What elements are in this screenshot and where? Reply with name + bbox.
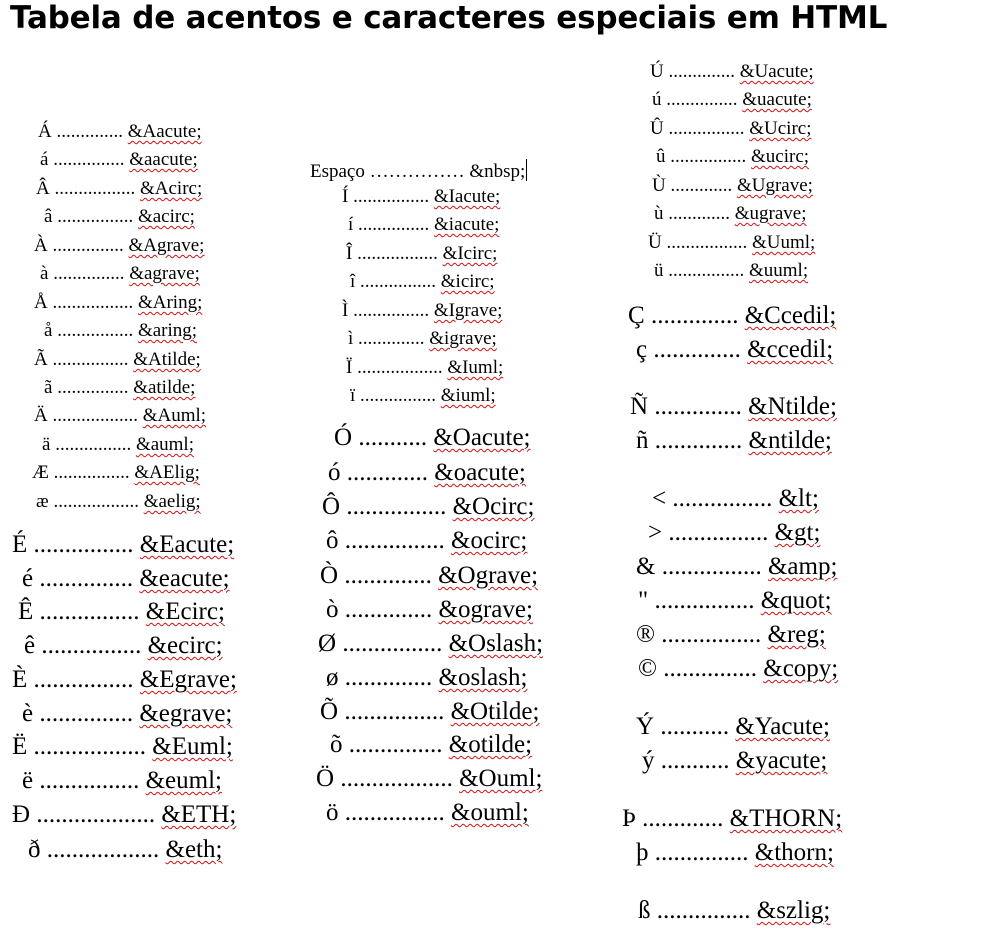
- entity-char: Ó: [334, 424, 353, 451]
- entity-code: &Ocirc;: [452, 493, 535, 520]
- entity-row: [636, 839, 834, 867]
- entity-char: Ô: [322, 493, 341, 520]
- entity-char: Ý: [636, 713, 655, 740]
- entity-leader: ..................: [53, 491, 139, 512]
- entity-row: [40, 150, 198, 171]
- entity-char: Î: [346, 243, 353, 264]
- entity-row: [652, 176, 813, 197]
- entity-leader: ................: [346, 493, 447, 520]
- entity-code: &Auml;: [142, 405, 207, 426]
- entity-row: [342, 187, 500, 208]
- entity-leader: ..............: [650, 302, 739, 329]
- entity-leader: ...................: [36, 801, 156, 828]
- entity-leader: ..................: [52, 405, 138, 426]
- entity-char: Ü: [648, 232, 662, 253]
- entity-row: [36, 179, 202, 200]
- entity-char: É: [12, 531, 28, 558]
- entity-char: ä: [42, 434, 51, 455]
- entity-row: [12, 666, 237, 694]
- entity-code: &Aring;: [137, 292, 203, 313]
- entity-code: &lt;: [778, 485, 819, 512]
- entity-code: &copy;: [763, 655, 839, 682]
- entity-leader: ................: [57, 206, 134, 227]
- entity-char: Ø: [318, 630, 337, 657]
- entity-row: [334, 424, 531, 452]
- entity-row: [638, 655, 838, 683]
- entity-char: ï: [350, 385, 356, 406]
- entity-char: ù: [654, 203, 664, 224]
- entity-leader: .............: [668, 203, 730, 224]
- entity-leader: ...............: [358, 214, 430, 235]
- entity-row: [326, 527, 527, 555]
- entity-row: [622, 805, 842, 833]
- entity-char: ü: [654, 260, 664, 281]
- entity-code: &igrave;: [429, 328, 497, 349]
- entity-leader: ...............: [663, 655, 757, 682]
- entity-char: Û: [650, 118, 664, 139]
- entity-code: &oslash;: [438, 664, 528, 691]
- entity-row: [18, 598, 225, 626]
- entity-code: &otilde;: [448, 731, 533, 758]
- entity-char: ç: [636, 336, 648, 363]
- entity-leader: ...........: [358, 424, 428, 451]
- entity-code: &quot;: [760, 587, 832, 614]
- entity-row: [12, 531, 234, 559]
- entity-char: à: [40, 263, 49, 284]
- entity-code: &Igrave;: [433, 300, 503, 321]
- entity-row: [656, 147, 809, 168]
- entity-char: Å: [34, 292, 48, 313]
- entity-char: È: [12, 666, 28, 693]
- entity-code: &Euml;: [152, 733, 233, 760]
- entity-code: &Iuml;: [447, 357, 504, 378]
- entity-code: &aelig;: [143, 491, 201, 512]
- entity-char: Ã: [34, 349, 48, 370]
- entity-char: ®: [636, 621, 655, 648]
- entity-code: &ntilde;: [748, 427, 832, 454]
- entity-char: Æ: [32, 462, 49, 483]
- entity-row: [326, 664, 527, 692]
- entity-leader: ................: [39, 767, 140, 794]
- entity-leader: ...............: [654, 839, 749, 866]
- entity-leader: ...............: [656, 897, 751, 924]
- entity-char: ñ: [636, 427, 649, 454]
- entity-char: Ä: [34, 405, 48, 426]
- entity-code: &eth;: [165, 836, 223, 863]
- entity-row: [322, 493, 534, 521]
- entity-leader: ................: [360, 385, 437, 406]
- entity-char: Ñ: [630, 393, 649, 420]
- entity-row: [22, 767, 222, 795]
- entity-code: &ouml;: [451, 799, 529, 826]
- entity-row: [328, 459, 526, 487]
- entity-row: [654, 261, 808, 282]
- entity-row: [28, 836, 222, 864]
- entity-code: &Ntilde;: [748, 393, 837, 420]
- entity-code: &Ugrave;: [736, 175, 813, 196]
- entity-leader: ..............: [668, 61, 735, 82]
- entity-code: &THORN;: [729, 805, 843, 832]
- entity-row: [652, 485, 819, 513]
- entity-code: &thorn;: [754, 839, 834, 866]
- entity-row: [36, 492, 201, 513]
- entity-leader: ................: [344, 698, 445, 725]
- entity-leader: ................: [55, 434, 132, 455]
- entity-char: >: [648, 519, 663, 546]
- entity-row: [350, 386, 496, 407]
- entity-code: &Atilde;: [133, 349, 201, 370]
- entity-char: û: [656, 146, 666, 167]
- entity-leader: ...............: [348, 731, 443, 758]
- entity-row: [38, 122, 202, 143]
- entity-char: î: [350, 271, 356, 292]
- entity-char: Ö: [316, 765, 335, 792]
- entity-char: Ç: [628, 302, 645, 329]
- entity-row: [650, 62, 814, 83]
- entity-char: Á: [38, 121, 52, 142]
- entity-row: [34, 406, 206, 427]
- entity-row: [44, 321, 197, 342]
- entity-char: ã: [44, 377, 53, 398]
- entity-char: ò: [326, 596, 339, 623]
- entity-row: [636, 621, 826, 649]
- entity-row: [42, 435, 194, 456]
- entity-code: &Eacute;: [139, 531, 235, 558]
- entity-code: &agrave;: [129, 263, 200, 284]
- entity-leader: ................: [661, 553, 762, 580]
- entity-row: [636, 713, 830, 741]
- entity-char: Ì: [342, 300, 349, 321]
- entity-row: [342, 301, 502, 322]
- entity-code: &Agrave;: [128, 235, 205, 256]
- entity-leader: ................: [33, 531, 134, 558]
- entity-code: &aring;: [137, 320, 198, 341]
- entity-row: [648, 519, 820, 547]
- entity-leader: ................: [344, 527, 445, 554]
- entity-code: &Iacute;: [433, 186, 501, 207]
- entity-code: &aacute;: [129, 149, 198, 170]
- entity-leader: ...............: [39, 700, 134, 727]
- entity-leader: ..............: [654, 427, 743, 454]
- entity-code: &Aacute;: [127, 121, 202, 142]
- entity-char: í: [348, 214, 354, 235]
- entity-code: &Ograve;: [438, 562, 539, 589]
- entity-leader: ...........: [660, 713, 730, 740]
- entity-char: Õ: [320, 698, 339, 725]
- entity-char: þ: [636, 839, 649, 866]
- entity-char: Espaço: [310, 161, 365, 182]
- text-cursor: [526, 159, 527, 181]
- entity-code: &oacute;: [434, 459, 526, 486]
- entity-code: &ETH;: [161, 801, 237, 828]
- entity-code: &yacute;: [735, 747, 828, 774]
- entity-row: [654, 204, 807, 225]
- entity-code: &ucirc;: [751, 146, 810, 167]
- entity-leader: ................: [52, 349, 129, 370]
- entity-char: ë: [22, 767, 34, 794]
- entity-code: &Egrave;: [139, 666, 237, 693]
- entity-char: ô: [326, 527, 339, 554]
- entity-leader: ..............: [344, 596, 433, 623]
- entity-leader: ................: [39, 598, 140, 625]
- entity-row: [34, 236, 204, 257]
- entity-leader: ................: [661, 621, 762, 648]
- entity-code: &iuml;: [440, 385, 496, 406]
- entity-code: &euml;: [145, 767, 222, 794]
- entity-code: &ocirc;: [451, 527, 528, 554]
- entity-char: õ: [330, 731, 343, 758]
- entity-char: è: [22, 700, 34, 727]
- entity-row: [346, 358, 503, 379]
- entity-code: &icirc;: [440, 271, 495, 292]
- entity-leader: ..................: [33, 733, 147, 760]
- entity-char: Â: [36, 178, 50, 199]
- entity-row: [320, 562, 538, 590]
- entity-code: &Yacute;: [735, 713, 830, 740]
- entity-char: ê: [24, 632, 36, 659]
- entity-leader: ................: [670, 146, 747, 167]
- entity-char: ú: [652, 89, 662, 110]
- entity-code: &Ucirc;: [749, 118, 812, 139]
- entity-code: &gt;: [774, 519, 821, 546]
- entity-leader: ..............: [653, 336, 741, 363]
- entity-row: [34, 293, 202, 314]
- entity-row: [638, 587, 832, 615]
- entity-row: [24, 632, 223, 660]
- entity-leader: ................: [41, 632, 142, 659]
- entity-row: [636, 336, 833, 364]
- entity-code: &Uacute;: [739, 61, 814, 82]
- entity-row: [40, 264, 200, 285]
- entity-char: &: [636, 553, 656, 580]
- entity-leader: .................: [52, 292, 134, 313]
- entity-char: Ë: [12, 733, 28, 760]
- entity-leader: ...............: [666, 89, 738, 110]
- entity-leader: ................: [654, 587, 755, 614]
- entity-code: &ccedil;: [747, 336, 834, 363]
- entity-row: [348, 215, 499, 236]
- entity-char: Ù: [652, 175, 666, 196]
- entity-row: [34, 350, 201, 371]
- entity-row: [32, 463, 200, 484]
- entity-leader: ..................: [340, 765, 453, 792]
- entity-leader: .................: [357, 243, 438, 264]
- entity-code: &nbsp;: [469, 161, 526, 182]
- entity-char: Ð: [12, 801, 31, 828]
- entity-code: &amp;: [767, 553, 838, 580]
- entity-code: &uuml;: [749, 260, 809, 281]
- entity-leader: ................: [672, 485, 773, 512]
- entity-code: &Otilde;: [450, 698, 540, 725]
- entity-leader: ...............: [53, 149, 125, 170]
- entity-leader: ..................: [46, 836, 160, 863]
- entity-code: &uacute;: [742, 89, 812, 110]
- entity-char: ð: [28, 836, 41, 863]
- entity-leader: ................: [353, 300, 430, 321]
- entity-leader: .............: [642, 805, 724, 832]
- entity-leader: .................: [666, 232, 748, 253]
- entity-code: &reg;: [767, 621, 826, 648]
- entity-row: [630, 393, 837, 421]
- entity-char: ý: [642, 747, 655, 774]
- entity-char: ö: [326, 799, 339, 826]
- entity-char: æ: [36, 491, 49, 512]
- entity-code: &egrave;: [139, 700, 233, 727]
- entity-code: &eacute;: [139, 565, 230, 592]
- entity-row: [348, 329, 497, 350]
- entity-code: &ograve;: [438, 596, 533, 623]
- entity-leader: .............: [670, 175, 733, 196]
- entity-leader: ……………: [369, 161, 465, 182]
- entity-char: ": [638, 587, 649, 614]
- entity-char: ó: [328, 459, 341, 486]
- entity-code: &Ecirc;: [145, 598, 225, 625]
- entity-row: [636, 553, 837, 581]
- entity-leader: ................: [360, 271, 437, 292]
- entity-leader: ................: [668, 118, 745, 139]
- entity-row: [316, 765, 542, 793]
- entity-code: &ecirc;: [147, 632, 223, 659]
- entity-code: &Ccedil;: [744, 302, 837, 329]
- entity-code: &atilde;: [133, 377, 196, 398]
- entity-code: &Acirc;: [139, 178, 203, 199]
- entity-leader: ...............: [57, 377, 129, 398]
- entity-row: [642, 747, 827, 775]
- entity-row: [320, 698, 539, 726]
- entity-leader: ..............: [344, 664, 433, 691]
- entity-row: [12, 801, 236, 829]
- entity-row: [310, 159, 527, 183]
- entity-char: Þ: [622, 805, 636, 832]
- entity-leader: ................: [353, 186, 430, 207]
- entity-char: ß: [638, 897, 651, 924]
- entity-row: [346, 244, 497, 265]
- entity-row: [318, 630, 543, 658]
- entity-char: Í: [342, 186, 349, 207]
- entity-char: À: [34, 235, 48, 256]
- entity-leader: ................: [344, 799, 445, 826]
- entity-code: &auml;: [135, 434, 194, 455]
- entity-leader: ................: [53, 462, 130, 483]
- entity-leader: ..............: [358, 328, 425, 349]
- entity-code: &Icirc;: [442, 243, 498, 264]
- entity-code: &iacute;: [434, 214, 500, 235]
- entity-code: &Oslash;: [448, 630, 544, 657]
- entity-leader: ................: [668, 260, 745, 281]
- entity-row: [44, 207, 195, 228]
- entity-leader: ................: [33, 666, 134, 693]
- entity-char: Ê: [18, 598, 34, 625]
- entity-leader: .................: [54, 178, 136, 199]
- entity-row: [636, 427, 832, 455]
- entity-leader: ..............: [654, 393, 742, 420]
- entity-code: &szlig;: [756, 897, 831, 924]
- entity-leader: ...............: [53, 263, 125, 284]
- entity-row: [22, 565, 230, 593]
- entity-leader: ...............: [52, 235, 124, 256]
- page-title: Tabela de acentos e caracteres especiais em HTML: [10, 0, 888, 36]
- entity-row: [44, 378, 195, 399]
- entity-char: á: [40, 149, 49, 170]
- entity-char: å: [44, 320, 53, 341]
- entity-code: &Ouml;: [459, 765, 543, 792]
- entity-row: [638, 897, 830, 925]
- entity-code: &acirc;: [137, 206, 195, 227]
- entity-row: [628, 302, 836, 330]
- entity-leader: ...........: [660, 747, 730, 774]
- entity-char: Ï: [346, 357, 353, 378]
- entity-code: &AElig;: [134, 462, 200, 483]
- entity-row: [12, 733, 233, 761]
- entity-leader: ...............: [39, 565, 134, 592]
- entity-row: [326, 596, 533, 624]
- entity-leader: ................: [668, 519, 769, 546]
- entity-char: â: [44, 206, 53, 227]
- entity-row: [652, 90, 812, 111]
- entity-char: ©: [638, 655, 657, 682]
- entity-leader: .............: [346, 459, 428, 486]
- entity-char: Ò: [320, 562, 339, 589]
- entity-row: [650, 119, 812, 140]
- entity-leader: ................: [57, 320, 134, 341]
- entity-leader: ................: [342, 630, 443, 657]
- entity-row: [22, 700, 232, 728]
- entity-code: &Uuml;: [751, 232, 816, 253]
- entity-char: é: [22, 565, 34, 592]
- entity-row: [350, 272, 495, 293]
- entity-code: &Oacute;: [433, 424, 531, 451]
- entity-code: &ugrave;: [734, 203, 807, 224]
- entity-leader: ..............: [56, 121, 123, 142]
- entity-char: ì: [348, 328, 354, 349]
- entity-row: [330, 731, 532, 759]
- entity-row: [326, 799, 529, 827]
- entity-row: [648, 233, 815, 254]
- entity-char: Ú: [650, 61, 664, 82]
- entity-char: <: [652, 485, 667, 512]
- entity-leader: ..............: [344, 562, 432, 589]
- entity-char: ø: [326, 664, 339, 691]
- entity-leader: ..................: [357, 357, 443, 378]
